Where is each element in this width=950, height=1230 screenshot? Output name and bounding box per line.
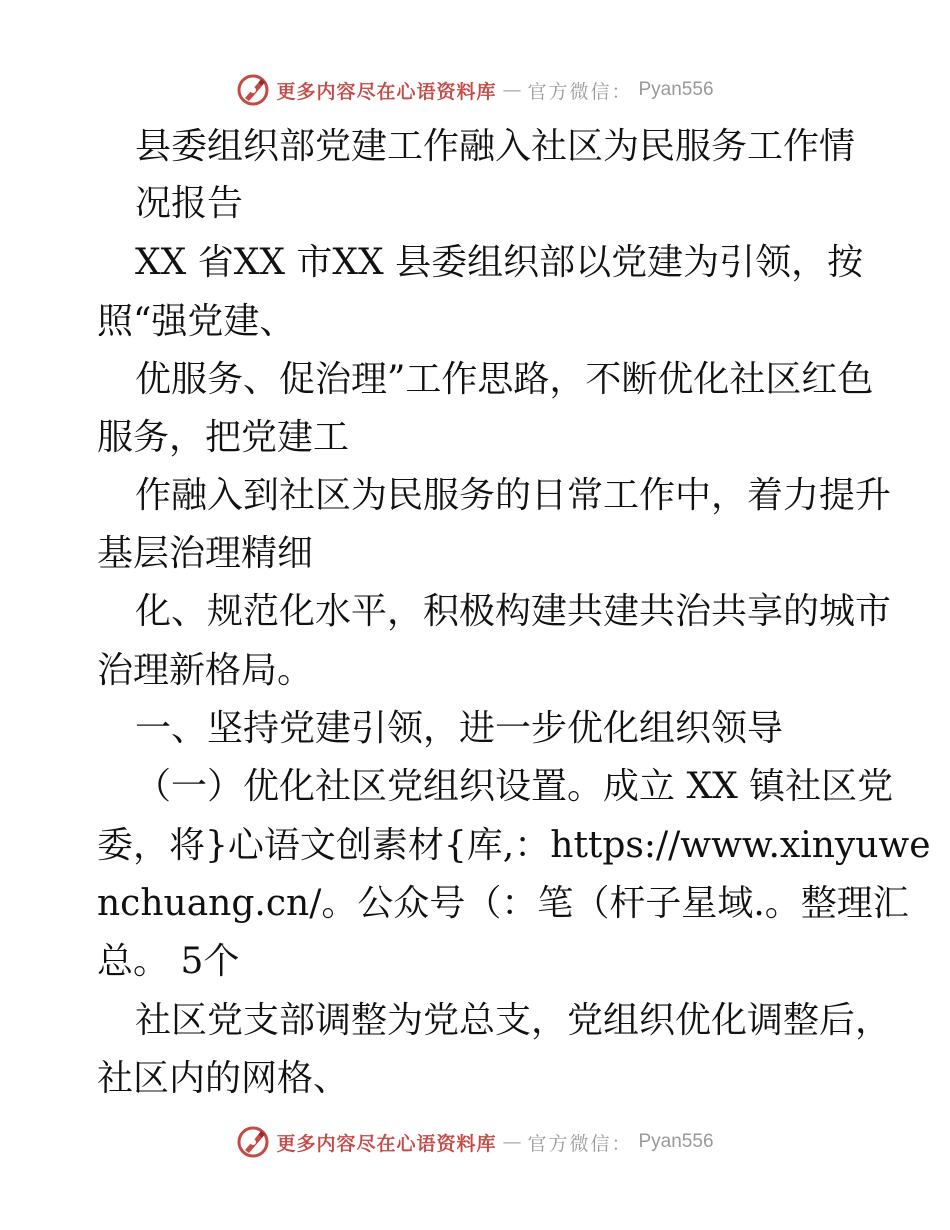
doc-title-line-1: 县委组织部党建工作融入社区为民服务工作情 <box>135 126 856 167</box>
paragraph-line: 服务，把党建工 <box>97 417 350 458</box>
watermark-group <box>236 1125 713 1159</box>
paragraph-line: 总。 5个 <box>97 941 240 982</box>
paragraph-line: 作融入到社区为民服务的日常工作中，着力提升 <box>135 475 892 516</box>
paragraph-line: 化、规范化水平，积极构建共建共治共享的城市 <box>135 591 892 632</box>
header-watermark-banner <box>0 70 950 110</box>
watermark-dash: — <box>502 79 522 101</box>
watermark-wechat-id: Pyan556 <box>638 79 714 100</box>
paragraph-line: 照“强党建、 <box>97 301 296 342</box>
doc-title-line-2: 况报告 <box>135 183 244 224</box>
pen-logo-icon <box>236 73 270 107</box>
paragraph-line: 基层治理精细 <box>97 533 314 574</box>
watermark-group <box>236 73 713 107</box>
paragraph-line: （一）优化社区党组织设置。成立 XX 镇社区党 <box>135 766 894 807</box>
watermark-wechat-label: 官方微信： <box>527 1132 633 1155</box>
footer-watermark-banner <box>0 1122 950 1162</box>
watermark-title: 更多内容尽在心语资料库 <box>276 1132 497 1155</box>
paragraph-line: 治理新格局。 <box>97 650 314 691</box>
pen-logo-icon <box>236 1125 270 1159</box>
paragraph-line: nchuang.cn/。公众号（：笔（杆子星域.。整理汇 <box>97 883 909 924</box>
paragraph-line: 社区党支部调整为党总支，党组织优化调整后， <box>135 1000 892 1041</box>
paragraph-line: 社区内的网格、 <box>97 1058 350 1099</box>
watermark-wechat-id: Pyan556 <box>638 1131 714 1152</box>
section-heading: 一、坚持党建引领，进一步优化组织领导 <box>135 708 784 749</box>
watermark-title: 更多内容尽在心语资料库 <box>276 80 497 103</box>
paragraph-line: 委，将}心语文创素材{库,：https://www.xinyuwe <box>97 825 931 866</box>
watermark-dash: — <box>502 1131 522 1153</box>
paragraph-line: 优服务、促治理”工作思路，不断优化社区红色 <box>135 359 874 400</box>
watermark-wechat-label: 官方微信： <box>527 80 633 103</box>
paragraph-line: XX 省XX 市XX 县委组织部以党建为引领，按 <box>135 242 864 283</box>
